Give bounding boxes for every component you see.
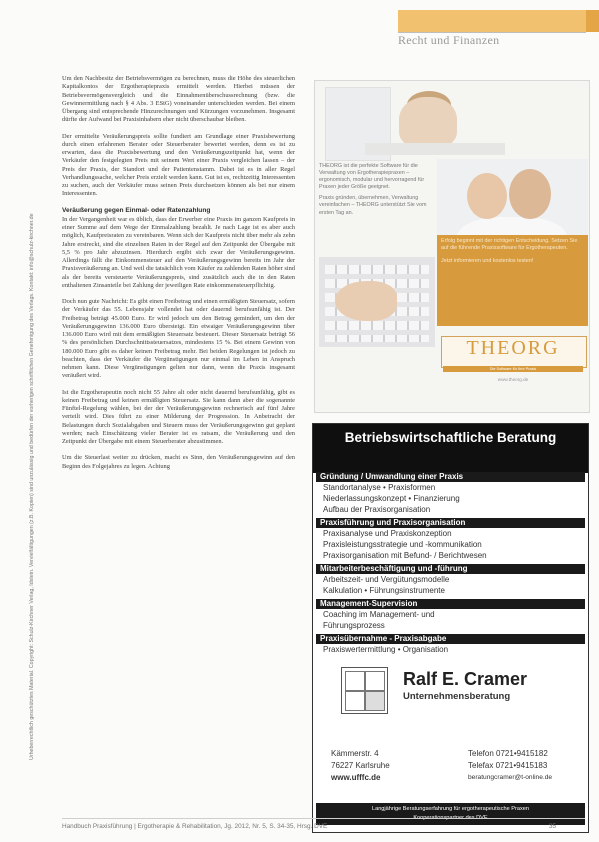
section-item: Coaching im Management- und	[323, 610, 435, 619]
cramer-logo-icon	[341, 667, 388, 714]
section-title: Recht und Finanzen	[398, 33, 500, 47]
consulting-footer	[316, 803, 585, 825]
ad-text-paragraph: Praxis gründen, übernehmen, Verwaltung vereinfachen – THEORG unterstützt Sie vom ersten Tag an.	[319, 195, 427, 216]
article-paragraph: Doch nun gute Nachricht: Es gibt einen Freibetrag und einen ermäßigten Steuersatz, sofern der Verkäufer das 55. Lebensjahr vollendet hat oder dauernd berufsunfähig ist. Der Freibetrag beträgt 45.000 Euro. Er wird jedoch um den Betrag gemindert, um den der Veräußerungsgewinn 136.000 Euro übersteigt. Ein etwaiger Veräußerungsgewinn über 136.000 Euro wird mit dem ermäßigten Steuersatz besteuert. Dieser Steuersatz beträgt 56 % des persönlichen Durchschnittssteuersatzes, mindestens 15 %. Bei einem Gewinn von 180.000 Euro gibt es daher keinen Freibetrag mehr. Bei beiden Regelungen ist jedoch zu beachten, dass der Verkäufer die Vergünstigungen nur einmal im Leben in Anspruch nehmen kann. Diese Vergünstigungen gelten nur dann, wenn die Praxis insgesamt veräußert wird.	[62, 298, 296, 380]
software-advertisement	[314, 80, 590, 413]
ad-text-paragraph: THEORG ist die perfekte Software für die Verwaltung von Ergotherapiepraxen – ergonomisch, modular und hervorragend für Praxen jeder Größe geeignet.	[319, 163, 425, 191]
consulting-title: Betriebswirtschaftliche Beratung	[313, 424, 588, 473]
section-item: Praxisleistungsstrategie und -kommunikation	[323, 540, 482, 549]
address-street: Kämmerstr. 4	[331, 749, 379, 758]
ad-orange-paragraph: Jetzt informieren und kostenlos testen!	[441, 257, 534, 264]
article-column	[62, 75, 295, 479]
section-heading: Gründung / Umwandlung einer Praxis	[316, 472, 585, 482]
phone-number: Telefon 0721•9415182	[468, 749, 548, 758]
header-accent-bar	[398, 10, 586, 32]
section-heading: Mitarbeiterbeschäftigung und -führung	[316, 564, 585, 574]
section-item: Praxisorganisation mit Befund- / Berichtwesen	[323, 551, 487, 560]
article-paragraph: Der ermittelte Veräußerungspreis sollte fundiert am Grundlage einer Praxisbewertung durch einen erfahrenen Berater oder Steuerberater bewertet werden, denn es ist zu erwarten, dass die Praxisbewertung und den Veräußerungszeitpunkt hat, wenn der Verkäufer den festgelegten Preis mit seinem Wert einer Praxis vergleichen lassen – der Preis der Praxis, der Standort und der Patientenstamm. Dabei ist es in aller Regel Verhandlungssache, welcher Preis erzielt werden kann. Gut ist es, rechtzeitig Interessenten zu suchen, auch der Verkäufer muss seinen Preis durchsetzen können als bei nur einem Interessenten.	[62, 132, 295, 198]
section-item: Niederlassungskonzept • Finanzierung	[323, 494, 460, 503]
ad-url[interactable]: www.theorg.de	[497, 377, 529, 382]
company-subtitle: Unternehmensberatung	[403, 691, 511, 702]
ad-left-text	[319, 163, 433, 221]
ad-logo-tagline: Die Software für Ihre Praxis	[443, 366, 583, 372]
section-item: Standortanalyse • Praxisformen	[323, 483, 436, 492]
company-name: Ralf E. Cramer	[403, 669, 528, 689]
section-item: Führungsprozess	[323, 621, 385, 630]
ad-orange-text	[441, 238, 585, 270]
fax-number: Telefax 0721•9415183	[468, 761, 548, 770]
ad-orange-paragraph: Erfolg beginnt mit der richtigen Entscheidung. Setzen Sie auf die führende Praxissoftware für Ergotherapeuten.	[441, 238, 578, 252]
copyright-margin-note: Urheberrechtlich geschütztes Material. Copyright: Schulz-Kirchner Verlag, Idstein. Vervielfältigungen (z.B. Kopien) sind unzulässig und bedürfen der vorherigen schriftlichen Genehmigung des Verlags. Kontakt: info@schulz-kirchner.de	[29, 213, 35, 760]
section-heading: Praxisführung und Praxisorganisation	[316, 518, 585, 528]
email-link[interactable]: beratungcramer@t-online.de	[468, 774, 553, 781]
section-item: Arbeitszeit- und Vergütungsmodelle	[323, 575, 450, 584]
theorg-logo: THEORG	[466, 337, 560, 359]
section-heading: Management-Supervision	[316, 599, 585, 609]
article-subheading: Veräußerung gegen Einmal- oder Ratenzahlung	[62, 206, 211, 214]
address-city: 76227 Karlsruhe	[331, 761, 390, 770]
section-item: Kalkulation • Führungsinstrumente	[323, 586, 445, 595]
article-paragraph: In der Vergangenheit war es üblich, dass der Erwerber eine Praxis im ganzen Kaufpreis in einer Summe auf dem Wege der Einmalzahlung bezahlt. Je nach Lage ist es aber auch möglich, Kaufpreisraten zu vereinbaren. Wenn sich der Kaufpreis nicht über mehr als zehn Jahre erstreckt, sind die einzelnen Raten in der Regel auf den Zeitpunkt der Übergabe mit 5,5 % pro Jahr abzuzinsen. Hierdurch ergibt sich zwar der Veräußerungsgewinn. Allerdings fällt die Einkommensteuer auf den Veräußerungsgewinn bereits im Jahr der Praxisveräußerung an. Und weil die tatsächlich vom Käufer zu zahlenden Raten höher sind als der bereits versteuerte Veräußerungspreis, sind zusätzlich auch die in den Raten enthaltenen Zinsanteile bei Zahlung der jeweiligen Rate einkommensteuerpflichtig.	[62, 215, 296, 289]
section-item: Praxisanalyse und Praxiskonzeption	[323, 529, 452, 538]
ad-photo-desk	[365, 143, 505, 155]
header-accent-tab	[586, 10, 599, 32]
section-item: Praxiswertermittlung • Organisation	[323, 645, 449, 654]
ad-photo-woman	[399, 97, 457, 147]
footer-line: Langjährige Beratungserfahrung für ergotherapeutische Praxen	[371, 806, 530, 812]
website-link[interactable]: www.ufffc.de	[331, 773, 381, 782]
article-paragraph: Um den Nachbesitz der Betriebsvermögen zu berechnen, muss die Höhe des steuerlichen Kapitalkontos der Ergotherapiepraxis ermittelt werden. Hierbei müssen der Betriebsvermögensvergleich und die Einnahmenüberschussrechnung (bzw. die Gewinnermittlung nach § 4 Abs. 3 EStG) voneinander unterschieden werden. Bei einem Übergang sind entsprechende Hinzurechnungen und Kürzungen vorzunehmen. Insgesamt dürfte der Aufwand bei Praxisinhabern eher nicht überschaubar bleiben.	[62, 75, 295, 124]
section-heading: Praxisübernahme - Praxisabgabe	[316, 634, 585, 644]
ad-photo-hand	[335, 281, 397, 321]
article-paragraph: Um die Steuerlast weiter zu drücken, macht es Sinn, den Veräußerungsgewinn auf den Beginn des Folgejahres zu legen. Achtung	[62, 454, 295, 470]
consulting-advertisement	[312, 423, 589, 833]
footer-divider	[62, 818, 585, 819]
article-paragraph: Ist die Ergotherapeutin noch nicht 55 Jahre alt oder nicht dauernd berufsunfähig, gibt es keinen Freibetrag und keinen ermäßigten Steuersatz. Sie kann dann aber die sogenannte Fünftel-Regelung wählen, bei der der Veräußerungsgewinn rechnerisch auf fünf Jahre verteilt wird. Dies führt zu einer Milderung der Progression. In Anbetracht der Belastungen durch Sozialabgaben und Steuern muss der Veräußerungsgewinn gut geplant werden; nach Einschätzung vieler Berater ist es ratsam, die Veräußerung und den Zeitpunkt der Übergabe mit einem Steuerberater abzustimmen.	[62, 388, 295, 445]
page-number: 35	[549, 823, 557, 830]
page-citation: Handbuch Praxisführung | Ergotherapie & Rehabilitation, Jg. 2012, Nr. 5, S. 34-35, Hrsg. DVE	[62, 823, 328, 830]
section-item: Aufbau der Praxisorganisation	[323, 505, 431, 514]
